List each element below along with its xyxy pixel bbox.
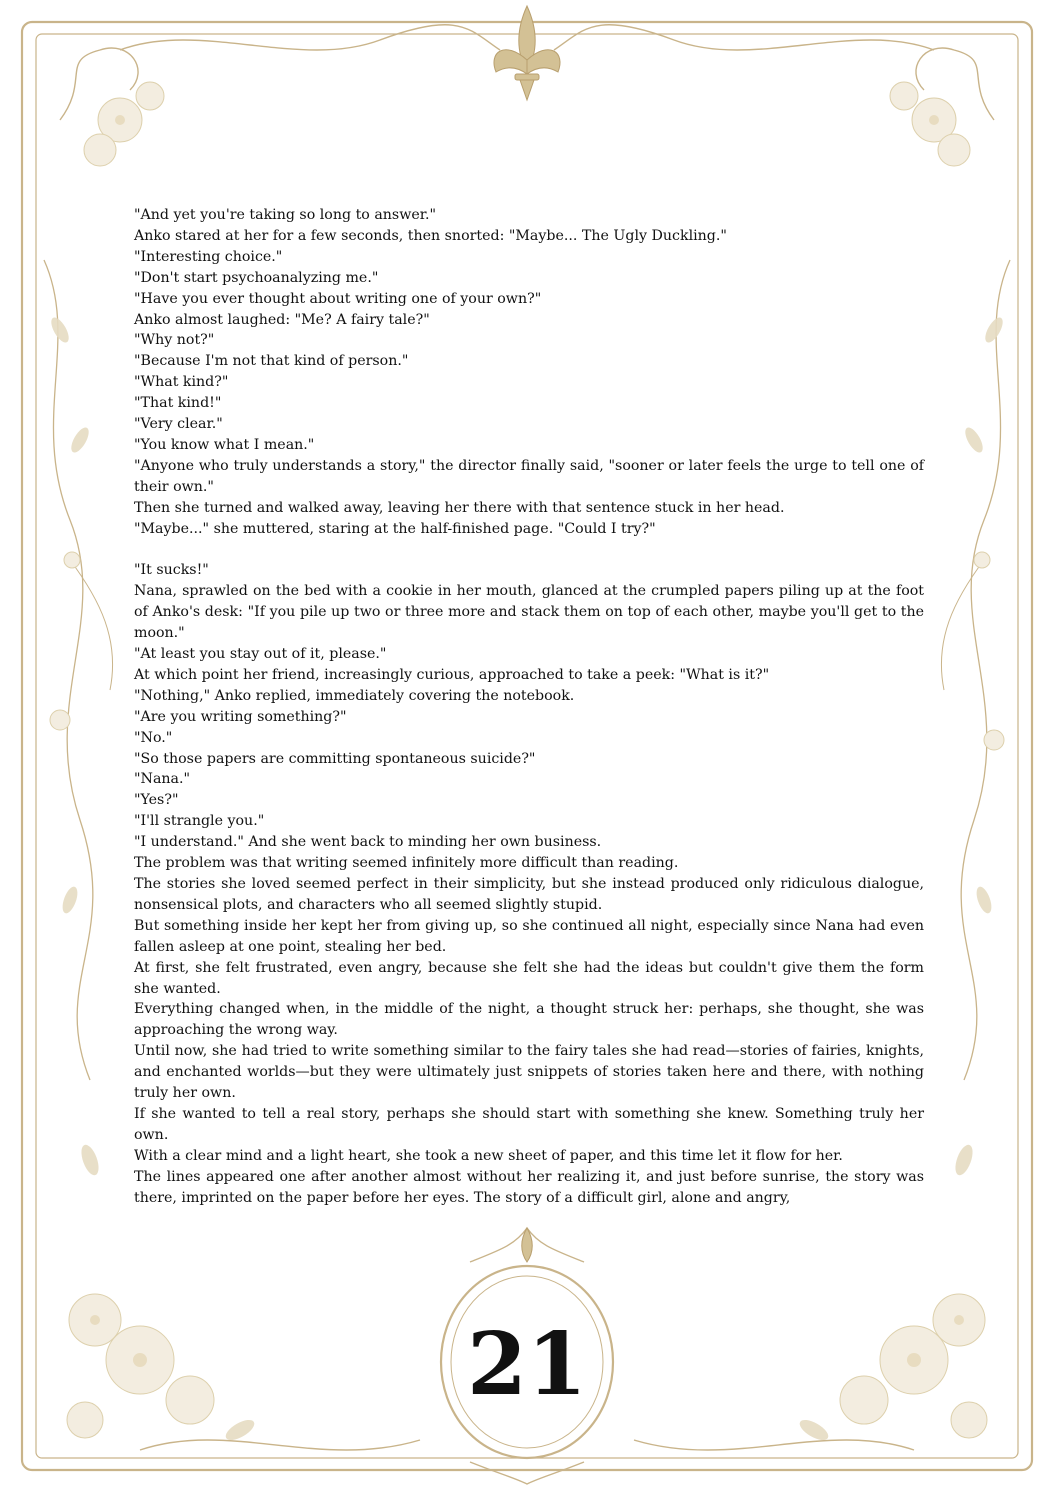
paragraph: "Are you writing something?" bbox=[134, 708, 347, 725]
paragraph-gap bbox=[134, 540, 924, 561]
paragraph: "Maybe..." she muttered, staring at the half-finished page. "Could I try?" bbox=[134, 520, 656, 537]
paragraph: Until now, she had tried to write something similar to the fairy tales she had read—stories of fairies, knights, and enchanted worlds—but they were ultimately just snippets of stories taken here and there, with nothing truly her own. bbox=[134, 1043, 924, 1102]
paragraph: "And yet you're taking so long to answer." bbox=[134, 207, 436, 223]
paragraph: "Why not?" bbox=[134, 332, 215, 349]
paragraph: "Nana." bbox=[134, 771, 191, 788]
paragraph: "Anyone who truly understands a story," the director finally said, "sooner or later feels the urge to tell one of their own." bbox=[134, 457, 924, 495]
paragraph: Nana, sprawled on the bed with a cookie in her mouth, glanced at the crumpled papers piling up at the foot of Anko's desk: "If you pile up two or three more and stack them on top of each other, maybe you'll get to the moon." bbox=[134, 583, 924, 642]
paragraph: "I'll strangle you." bbox=[134, 813, 265, 830]
paragraph: With a clear mind and a light heart, she took a new sheet of paper, and this time let it flow for her. bbox=[134, 1147, 843, 1164]
paragraph: "So those papers are committing spontaneous suicide?" bbox=[134, 750, 536, 767]
paragraph: The problem was that writing seemed infinitely more difficult than reading. bbox=[134, 855, 679, 872]
paragraph: "Have you ever thought about writing one of your own?" bbox=[134, 290, 542, 307]
paragraph: "Because I'm not that kind of person." bbox=[134, 353, 409, 370]
page-number: 21 bbox=[467, 1314, 587, 1415]
paragraph: Then she turned and walked away, leaving her there with that sentence stuck in her head. bbox=[134, 499, 785, 516]
paragraph: "Don't start psychoanalyzing me." bbox=[134, 269, 379, 286]
story-text bbox=[134, 205, 924, 1208]
paragraph: Anko almost laughed: "Me? A fairy tale?" bbox=[134, 311, 430, 328]
paragraph: "What kind?" bbox=[134, 374, 229, 391]
paragraph: "At least you stay out of it, please." bbox=[134, 646, 387, 663]
paragraph: "Interesting choice." bbox=[134, 248, 283, 265]
paragraph: "Nothing," Anko replied, immediately covering the notebook. bbox=[134, 687, 575, 704]
paragraph: "You know what I mean." bbox=[134, 436, 315, 453]
paragraph: At first, she felt frustrated, even angry, because she felt she had the ideas but couldn't give them the form she wanted. bbox=[134, 959, 924, 997]
paragraph: "Yes?" bbox=[134, 792, 179, 809]
paragraph: At which point her friend, increasingly curious, approached to take a peek: "What is it?" bbox=[134, 666, 770, 683]
paragraph: "That kind!" bbox=[134, 395, 222, 412]
paragraph: Everything changed when, in the middle of the night, a thought struck her: perhaps, she thought, she was approaching the wrong way. bbox=[134, 1001, 924, 1039]
paragraph: "No." bbox=[134, 729, 173, 746]
paragraph: "I understand." And she went back to minding her own business. bbox=[134, 834, 602, 851]
paragraph: The stories she loved seemed perfect in their simplicity, but she instead produced only ridiculous dialogue, nonsensical plots, and characters who all seemed slightly stupid. bbox=[134, 875, 924, 913]
paragraph: But something inside her kept her from giving up, so she continued all night, especially since Nana had even fallen asleep at one point, stealing her bed. bbox=[134, 917, 924, 955]
paragraph: If she wanted to tell a real story, perhaps she should start with something she knew. Something truly her own. bbox=[134, 1105, 924, 1143]
paragraph: Anko stared at her for a few seconds, then snorted: "Maybe... The Ugly Duckling." bbox=[134, 227, 727, 244]
paragraph: "It sucks!" bbox=[134, 562, 209, 579]
paragraph: The lines appeared one after another almost without her realizing it, and just before sunrise, the story was there, imprinted on the paper before her eyes. The story of a difficult girl, alone and angry, bbox=[134, 1168, 924, 1206]
paragraph: "Very clear." bbox=[134, 416, 223, 433]
